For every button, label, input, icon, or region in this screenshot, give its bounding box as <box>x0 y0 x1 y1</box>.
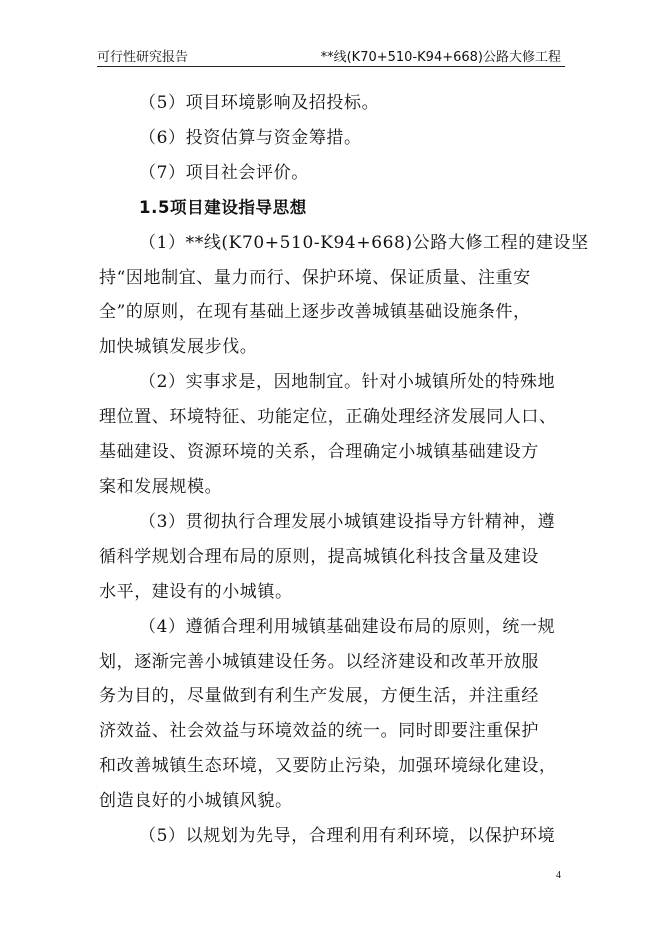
paragraph-line: 循科学规划合理布局的原则，提高城镇化科技含量及建设 <box>99 546 539 567</box>
section-heading: 1.5项目建设指导思想 <box>139 197 307 217</box>
document-body <box>99 86 589 854</box>
paragraph-line: （1）**线(K70+510-K94+668)公路大修工程的建设坚 <box>139 232 589 253</box>
paragraph-line: （5）以规划为先导，合理利用有利环境，以保护环境 <box>139 826 556 847</box>
paragraph-line: 加快城镇发展步伐。 <box>99 337 258 358</box>
paragraph-line: 创造良好的小城镇风貌。 <box>99 791 293 812</box>
document-type-label: 可行性研究报告 <box>97 50 189 65</box>
paragraph-line: 案和发展规模。 <box>99 476 223 497</box>
paragraph-line: 基础建设、资源环境的关系，合理确定小城镇基础建设方 <box>99 442 539 463</box>
project-title-label: **线(K70+510-K94+668)公路大修工程 <box>320 50 561 65</box>
paragraph-line: 划，逐渐完善小城镇建设任务。以经济建设和改革开放服 <box>99 651 539 672</box>
paragraph-line: 水平，建设有的小城镇。 <box>99 581 293 602</box>
paragraph-line: 持“因地制宜、量力而行、保护环境、保证质量、注重安 <box>99 267 531 288</box>
paragraph-line: 和改善城镇生态环境，又要防止污染，加强环境绿化建设， <box>99 756 557 777</box>
paragraph-line: （5）项目环境影响及招投标。 <box>139 93 380 113</box>
paragraph-line: 全”的原则，在现有基础上逐步改善城镇基础设施条件， <box>99 302 531 323</box>
paragraph-line: 理位置、环境特征、功能定位，正确处理经济发展同人口、 <box>99 407 557 428</box>
paragraph-line: （6）投资估算与资金筹措。 <box>139 127 362 148</box>
page-header <box>97 44 565 67</box>
paragraph-line: （7）项目社会评价。 <box>139 162 309 183</box>
paragraph-line: 务为目的，尽量做到有利生产发展，方便生活，并注重经 <box>99 686 539 707</box>
paragraph-line: 济效益、社会效益与环境效益的统一。同时即要注重保护 <box>99 721 539 742</box>
paragraph-line: （2）实事求是，因地制宜。针对小城镇所处的特殊地 <box>139 372 556 393</box>
page-number: 4 <box>556 870 561 881</box>
paragraph-line: （3）贯彻执行合理发展小城镇建设指导方针精神，遵 <box>139 511 556 532</box>
paragraph-line: （4）遵循合理利用城镇基础建设布局的原则，统一规 <box>139 616 556 637</box>
